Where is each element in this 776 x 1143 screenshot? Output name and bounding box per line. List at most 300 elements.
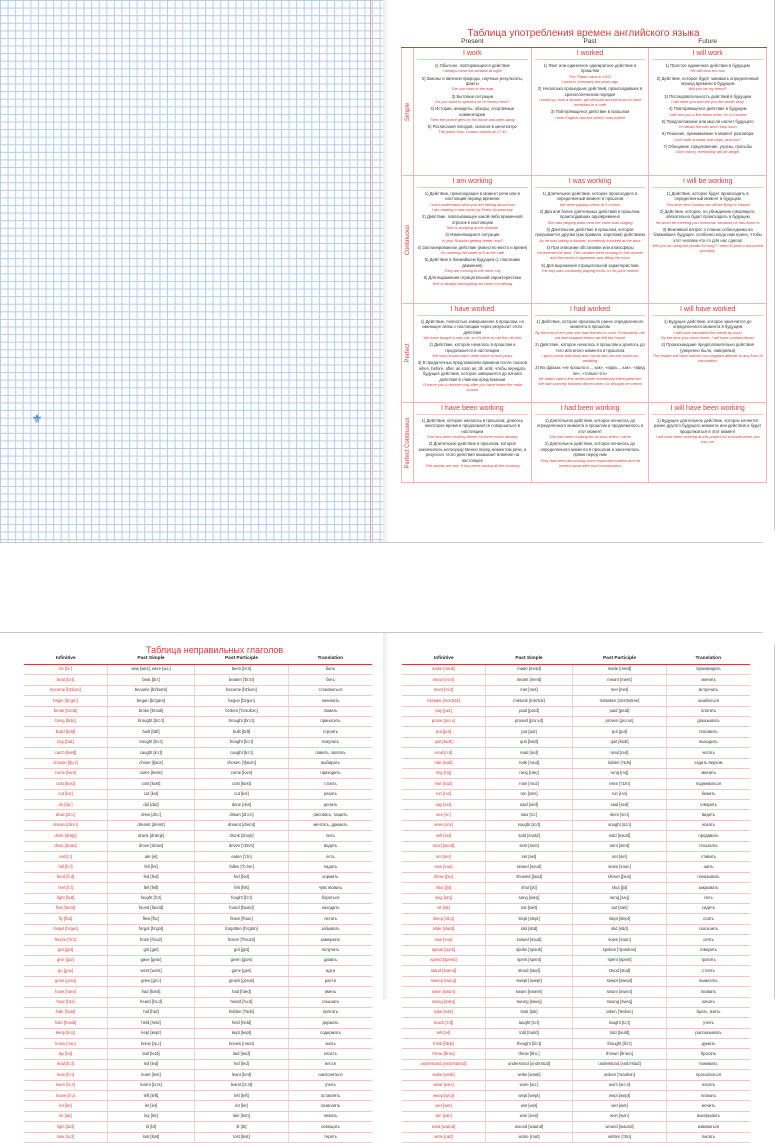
translation-cell: выходить — [666, 737, 750, 747]
verb-row — [24, 893, 372, 903]
infinitive-cell: hear [hɪə] — [24, 997, 108, 1007]
usage-example: Is your Russian getting better now? — [441, 237, 503, 243]
infinitive-cell: light [laɪt] — [24, 1122, 108, 1132]
past-participle-cell: thought [θɔ:t] — [573, 1039, 667, 1049]
header-infinitive: Infinitive — [402, 653, 486, 665]
infinitive-cell: bring [brɪŋ] — [24, 716, 108, 726]
usage-rule: 1) Обычное, повторяющееся действие — [434, 63, 510, 68]
infinitive-cell: lie [laɪ] — [24, 1111, 108, 1121]
verb-row — [402, 1059, 750, 1069]
past-simple-cell: led [led] — [108, 1059, 195, 1069]
infinitive-cell: begin [bɪ'gɪn] — [24, 696, 108, 706]
past-participle-cell: rung [rʌŋ] — [573, 768, 667, 778]
verb-row — [24, 966, 372, 976]
usage-example: I will visit you a few times when I'm in London — [668, 111, 747, 117]
translation-cell: кормить — [288, 872, 372, 882]
infinitive-cell: give [gɪv] — [24, 955, 108, 965]
infinitive-cell: wear [weə] — [402, 1080, 486, 1090]
past-simple-cell: swung [swʌŋ] — [486, 997, 573, 1007]
translation-cell: приносить — [288, 716, 372, 726]
infinitive-cell: learn [lɜ:n] — [24, 1080, 108, 1090]
verb-row — [24, 665, 372, 675]
verb-row — [402, 966, 750, 976]
verbs-page-right — [392, 633, 774, 1140]
verb-row — [24, 1018, 372, 1028]
tense-formula: I will work — [652, 50, 763, 60]
tense-formula: I will have been working — [652, 405, 763, 415]
past-participle-cell: beaten ['bi:tn] — [195, 675, 289, 685]
infinitive-cell: speak [spi:k] — [402, 945, 486, 955]
usage-example: We have known each other since school years — [432, 353, 513, 359]
verb-row — [24, 903, 372, 913]
past-simple-cell: let [let] — [108, 1101, 195, 1111]
past-participle-cell: sought [sɔ:t] — [573, 820, 667, 830]
tense-row-perfect-continuous — [402, 403, 767, 483]
row-label — [402, 403, 414, 483]
usage-rule: 1) Будущее длительное действие, которое начнется ранее другого будущего момента или действия и будет продолжаться в этот момент — [653, 418, 762, 434]
spine-gutter — [383, 0, 389, 542]
past-participle-cell: done [dʌn] — [195, 800, 289, 810]
verb-row — [402, 696, 750, 706]
past-participle-cell: worn [wɔ:n] — [573, 1080, 667, 1090]
tense-formula: I work — [417, 50, 528, 60]
usage-example: Do you want to spend a lot of money here? — [435, 98, 510, 104]
past-participle-cell: held [held] — [195, 1018, 289, 1028]
tense-formula: I worked — [535, 50, 646, 60]
translation-cell: наклоняться — [288, 1070, 372, 1080]
usage-example: I'm meeting the sister at 5 at the café — [440, 250, 505, 256]
past-participle-cell: mistaken [mɪs'teɪkən] — [573, 696, 667, 706]
verbs-table-left — [24, 653, 372, 1143]
past-participle-cell: found [faʊnd] — [195, 903, 289, 913]
past-participle-cell: sold [səʊld] — [573, 831, 667, 841]
past-participle-cell: fed [fed] — [195, 872, 289, 882]
verb-row — [24, 945, 372, 955]
past-participle-cell: heard [hɜ:d] — [195, 997, 289, 1007]
past-simple-cell: kept [kept] — [108, 1028, 195, 1038]
past-participle-cell: let [let] — [195, 1101, 289, 1111]
past-participle-cell: laid [leɪd] — [195, 1049, 289, 1059]
infinitive-cell: ride [raɪd] — [402, 758, 486, 768]
translation-cell: качать — [666, 997, 750, 1007]
past-simple-cell: learnt [lɜ:nt] — [108, 1080, 195, 1090]
past-participle-cell: driven ['drɪvn] — [195, 841, 289, 851]
verb-row — [402, 852, 750, 862]
verb-row — [24, 976, 372, 986]
infinitive-cell: grow [grəʊ] — [24, 976, 108, 986]
tense-cell — [649, 48, 767, 176]
infinitive-cell: fight [faɪt] — [24, 893, 108, 903]
translation-cell: бросать — [666, 1049, 750, 1059]
infinitive-cell: fly [flaɪ] — [24, 914, 108, 924]
tense-cell — [531, 304, 649, 403]
translation-cell: выигрывать — [666, 1111, 750, 1121]
usage-rule: 2) Действие, которое началось в прошлом и длилось до того или иного момента в прошлом — [535, 342, 645, 353]
translation-cell: лежать — [288, 1111, 372, 1121]
tense-cell — [649, 403, 767, 483]
tense-cell — [649, 304, 767, 403]
translation-cell: ездить верхом — [666, 758, 750, 768]
translation-cell: пить — [288, 831, 372, 841]
translation-cell: плавать — [666, 987, 750, 997]
translation-cell: водить — [288, 841, 372, 851]
header-past-participle: Past Participle — [573, 653, 667, 665]
past-simple-cell: rose [rəʊz] — [486, 779, 573, 789]
past-simple-cell: sold [səʊld] — [486, 831, 573, 841]
past-participle-cell: swept [swept] — [573, 976, 667, 986]
translation-cell: бежать — [666, 789, 750, 799]
past-simple-cell: left [left] — [108, 1091, 195, 1101]
translation-cell: содержать — [288, 1028, 372, 1038]
usage-example: This time next Sunday we will be flying to Hawaii — [665, 201, 750, 207]
past-simple-cell: gave [geɪv] — [108, 955, 195, 965]
verb-row — [24, 924, 372, 934]
past-participle-cell: run [rʌn] — [573, 789, 667, 799]
past-simple-cell: drank [dræŋk] — [108, 831, 195, 841]
past-simple-cell: flew [flu:] — [108, 914, 195, 924]
usage-example: Don't worry, everything will be alright — [676, 149, 740, 155]
past-simple-cell: wrote [rəʊt] — [486, 1132, 573, 1142]
verb-row — [24, 997, 372, 1007]
tense-formula: I was working — [535, 178, 646, 188]
past-simple-cell: wept [wept] — [486, 1091, 573, 1101]
past-participle-cell: gone [gɒn] — [195, 966, 289, 976]
translation-cell: покупать — [288, 737, 372, 747]
past-participle-cell: had [hæd] — [195, 987, 289, 997]
tense-formula: I will have worked — [652, 306, 763, 316]
infinitive-cell: send [send] — [402, 841, 486, 851]
tense-cell — [649, 176, 767, 304]
past-participle-cell: begun [bɪ'gʌn] — [195, 696, 289, 706]
translation-cell: приходить — [288, 768, 372, 778]
usage-example: By the end of the year she had learned to cook. Fortunately, the cat had stopped before we left the house — [535, 329, 645, 340]
past-simple-cell: built [bɪlt] — [108, 727, 195, 737]
past-simple-cell: drew [dru:] — [108, 810, 195, 820]
row-label — [402, 48, 414, 176]
past-participle-cell: sown [səʊn] — [573, 935, 667, 945]
translation-cell: значить — [666, 675, 750, 685]
usage-rule: 5) Для выражения отрицательной характеристики — [541, 262, 639, 268]
infinitive-cell: draw [drɔ:] — [24, 810, 108, 820]
usage-rule: 1) Простое единичное действие в будущем — [665, 63, 750, 68]
translation-cell: учить — [666, 1018, 750, 1028]
tense-row-perfect — [402, 304, 767, 403]
past-participle-cell: drawn [drɔ:n] — [195, 810, 289, 820]
infinitive-cell: lean [li:n] — [24, 1070, 108, 1080]
irregular-verbs-spread — [0, 632, 775, 1140]
translation-cell: знать — [288, 1039, 372, 1049]
usage-rule: 2) Длительное действие, которое началось до определенного момента в прошлом и закончилось прямо перед ним — [540, 441, 640, 458]
translation-cell: давать — [288, 955, 372, 965]
past-participle-cell: hidden ['hɪdn] — [195, 1007, 289, 1017]
past-simple-cell: showed [ʃəʊd] — [486, 872, 573, 882]
verb-row — [402, 924, 750, 934]
translation-cell: думать — [666, 1039, 750, 1049]
past-participle-cell: read [red] — [573, 748, 667, 758]
past-participle-cell: lit [lɪt] — [195, 1122, 289, 1132]
past-simple-cell: lit [lɪt] — [108, 1122, 195, 1132]
infinitive-cell: break [breɪk] — [24, 706, 108, 716]
past-participle-cell: become [bɪ'kʌm] — [195, 685, 289, 695]
past-participle-cell: fought [fɔ:t] — [195, 893, 289, 903]
past-participle-cell: been [bi:n] — [195, 665, 289, 675]
past-participle-cell: sewn [səʊn] — [573, 862, 667, 872]
tenses-page — [393, 0, 774, 542]
past-simple-cell: understood [ʌndə'stʊd] — [486, 1059, 573, 1069]
past-participle-cell: taught [tɔ:t] — [573, 1018, 667, 1028]
verb-row — [402, 1111, 750, 1121]
usage-rule: 1) Длительное действие, которое происходило в определенный момент в прошлом — [542, 191, 638, 202]
brand-logo-icon: ⚜ — [31, 412, 43, 426]
past-simple-cell: wore [wɔ:] — [486, 1080, 573, 1090]
infinitive-cell: sew [səʊ] — [402, 862, 486, 872]
translation-cell: плакать — [666, 1091, 750, 1101]
past-participle-cell: spent [spent] — [573, 955, 667, 965]
past-simple-cell: became [bɪ'keɪm] — [108, 685, 195, 695]
translation-cell: ошибаться — [666, 696, 750, 706]
infinitive-cell: fall [fɔ:l] — [24, 862, 108, 872]
translation-cell: держать — [288, 1018, 372, 1028]
usage-example: She is always interrupting me when I'm talking — [432, 280, 513, 286]
usage-example: The plane from London arrives at 17:40 — [438, 129, 507, 135]
infinitive-cell: slide [slaɪd] — [402, 924, 486, 934]
usage-example: I got to know that Mary and Jacob had not met since our wedding — [541, 352, 639, 364]
past-participle-cell: swum [swʌm] — [573, 987, 667, 997]
usage-example: He entered the door. The candles were burning in the corners and the smell of cigarettes was filling the room — [536, 250, 643, 261]
verb-row — [24, 1080, 372, 1090]
past-participle-cell: understood [ʌndə'stʊd] — [573, 1059, 667, 1069]
infinitive-cell: forget [fə'get] — [24, 924, 108, 934]
usage-rule: 1) Будущее действие, которое закончится до определенного момента в будущем — [663, 319, 752, 330]
infinitive-cell: spend [spend] — [402, 955, 486, 965]
infinitive-cell: shut [ʃʌt] — [402, 883, 486, 893]
translation-cell: расти — [288, 976, 372, 986]
verb-row — [402, 706, 750, 716]
usage-example: I'm afraid the rain won't stop soon — [678, 124, 737, 130]
infinitive-cell: swim [swɪm] — [402, 987, 486, 997]
infinitive-cell: have [hæv] — [24, 987, 108, 997]
verb-row — [402, 914, 750, 924]
translation-cell: идти — [288, 966, 372, 976]
tense-formula: I will be working — [652, 178, 763, 188]
translation-cell: освещать — [288, 1122, 372, 1132]
past-simple-cell: froze [frəʊz] — [108, 935, 195, 945]
past-simple-cell: held [held] — [108, 1018, 195, 1028]
past-participle-cell: thrown [θrəʊn] — [573, 1049, 667, 1059]
past-participle-cell: led [led] — [195, 1059, 289, 1069]
infinitive-cell: tell [tel] — [402, 1028, 486, 1038]
usage-rule: 3) Вежливый вопрос о планах собеседника на ближайшее будущее, особенно когда нам нужно, чтобы этот человек что-то для нас сделал — [653, 226, 762, 243]
usage-rule: 2) Несколько прошедших действий, происходивших в хронологическом порядке — [537, 86, 643, 97]
verb-row — [402, 883, 750, 893]
past-simple-cell: drove [drəʊv] — [108, 841, 195, 851]
infinitive-cell: go [gəʊ] — [24, 966, 108, 976]
past-simple-cell: sent [sent] — [486, 841, 573, 851]
header-translation: Translation — [666, 653, 750, 665]
past-participle-cell: wet [wet] — [573, 1101, 667, 1111]
verb-row — [24, 841, 372, 851]
past-participle-cell: met [met] — [573, 685, 667, 695]
verb-row — [402, 758, 750, 768]
column-header-past: Past — [531, 35, 649, 48]
infinitive-cell: feed [fi:d] — [24, 872, 108, 882]
usage-example: He will miss the bus — [690, 68, 725, 74]
translation-cell: рассказывать — [666, 1028, 750, 1038]
verb-row — [402, 1070, 750, 1080]
verb-row — [24, 737, 372, 747]
column-header-future: Future — [649, 35, 767, 48]
past-simple-cell: stood [stʊd] — [486, 966, 573, 976]
infinitive-cell: beat [bi:t] — [24, 675, 108, 685]
usage-example: I will have translated the article by noon — [673, 329, 742, 335]
usage-example: Will you be my friend? — [688, 86, 727, 92]
usage-example: I will order a steak and chips, and you? — [674, 136, 742, 142]
past-participle-cell: bought [bɔ:t] — [195, 737, 289, 747]
infinitive-cell: feel [fi:l] — [24, 883, 108, 893]
usage-rule: 7) Обещание, предложение, угрозы, просьбы — [663, 143, 752, 149]
row-label-text: Perfect — [404, 343, 411, 363]
row-label-text: Simple — [404, 102, 411, 121]
tenses-spread — [0, 0, 775, 543]
translation-cell: говорить — [666, 800, 750, 810]
verb-row — [24, 1039, 372, 1049]
verb-row — [402, 862, 750, 872]
verb-row — [402, 665, 750, 675]
tense-formula: I had worked — [535, 306, 646, 316]
past-participle-cell: spoken ['spəʊkən] — [573, 945, 667, 955]
verb-row — [402, 716, 750, 726]
translation-cell: продавать — [666, 831, 750, 841]
verb-row — [402, 748, 750, 758]
verbs-page-title: Таблица неправильных глаголов — [146, 645, 284, 655]
past-simple-cell: got [gɒt] — [108, 945, 195, 955]
translation-cell: делать — [288, 800, 372, 810]
verb-row — [24, 1070, 372, 1080]
verb-row — [402, 1018, 750, 1028]
verb-row — [402, 768, 750, 778]
past-simple-cell: fell [fel] — [108, 862, 195, 872]
infinitive-cell: sit [sɪt] — [402, 903, 486, 913]
tense-formula: I have been working — [417, 405, 528, 415]
verb-row — [402, 955, 750, 965]
infinitive-cell: hide [haɪd] — [24, 1007, 108, 1017]
usage-rule: 1) Действие, которое будет происходить в определенный момент в будущем — [666, 191, 749, 202]
past-simple-cell: slid [slɪd] — [486, 924, 573, 934]
infinitive-cell: understand [ʌndə'stænd] — [402, 1059, 486, 1069]
translation-cell: платить — [666, 706, 750, 716]
past-participle-cell: put [pʊt] — [573, 727, 667, 737]
past-simple-cell: grew [gru:] — [108, 976, 195, 986]
usage-rule: 2) Действие, которое началось в прошлом и продолжается в настоящем — [429, 342, 516, 353]
past-participle-cell: fallen ['fɔ:lən] — [195, 862, 289, 872]
past-simple-cell: threw [θru:] — [486, 1049, 573, 1059]
past-participle-cell: paid [peɪd] — [573, 706, 667, 716]
verbs-page-left — [0, 633, 383, 1140]
verb-row — [402, 1049, 750, 1059]
usage-example: They had been discussing some important matters and he looked upset after that conversation — [539, 457, 641, 468]
usage-example: He won't be meeting you tomorrow, because he has flown to — [655, 219, 760, 225]
verb-row — [24, 1091, 372, 1101]
past-simple-cell: beat [bi:t] — [108, 675, 195, 685]
past-simple-cell: swam [swæm] — [486, 987, 573, 997]
past-participle-cell: sat [sæt] — [573, 903, 667, 913]
usage-example: I woke up, took a shower, got dressed and went out to have breakfast in a café — [538, 96, 642, 108]
translation-cell: искать — [666, 820, 750, 830]
verb-row — [402, 1101, 750, 1111]
tense-formula: I am working — [417, 178, 528, 188]
translation-cell: забывать — [288, 924, 372, 934]
verb-row — [24, 800, 372, 810]
past-simple-cell: cost [kɒst] — [108, 779, 195, 789]
translation-cell: строить — [288, 727, 372, 737]
verb-row — [402, 1091, 750, 1101]
infinitive-cell: cut [kʌt] — [24, 789, 108, 799]
verb-row — [24, 716, 372, 726]
usage-example: The boy was constantly playing tricks on his poor mother — [541, 268, 639, 274]
infinitive-cell: think [θɪŋk] — [402, 1039, 486, 1049]
usage-rule: 2) Длительное действие в прошлом, которое закончилось непосредственно перед моментом речи, а результат этого действия оказывает влияние на настоящее — [418, 441, 527, 463]
tense-cell — [414, 304, 532, 403]
translation-cell: замерзать — [288, 935, 372, 945]
infinitive-cell: wake [weɪk] — [402, 1070, 486, 1080]
usage-example: I always close the window at night — [443, 68, 502, 74]
past-participle-cell: got [gɒt] — [195, 945, 289, 955]
usage-rule: 2) Два или более длительных действий в прошлом, происходивших одновременно — [539, 208, 641, 220]
infinitive-cell: find [faɪnd] — [24, 903, 108, 913]
past-participle-cell: lost [lɒst] — [195, 1132, 289, 1142]
usage-rule: 2) Действие, охватывающее какой-либо временной отрезок в настоящем — [422, 214, 523, 225]
verb-row — [402, 820, 750, 830]
translation-cell: выбирать — [288, 758, 372, 768]
past-simple-cell: ran [ræn] — [486, 789, 573, 799]
translation-cell: чувствовать — [288, 883, 372, 893]
infinitive-cell: quit [kwɪt] — [402, 737, 486, 747]
past-participle-cell: cut [kʌt] — [195, 789, 289, 799]
past-participle-cell: caught [kɔ:t] — [195, 748, 289, 758]
verbs-header-row — [402, 653, 750, 665]
translation-cell: бороться — [288, 893, 372, 903]
grid-notebook-page — [0, 0, 383, 542]
usage-example: She has been cooking dinner for three hours already — [427, 434, 518, 440]
past-simple-cell: read [red] — [486, 748, 573, 758]
past-simple-cell: put [pʊt] — [486, 727, 573, 737]
past-simple-cell: swept [swept] — [486, 976, 573, 986]
infinitive-cell: take [teɪk] — [402, 1007, 486, 1017]
past-participle-cell: chosen ['tʃəʊzn] — [195, 758, 289, 768]
past-simple-cell: paid [peɪd] — [486, 706, 573, 716]
past-simple-cell: sat [sæt] — [486, 903, 573, 913]
verb-row — [24, 883, 372, 893]
past-participle-cell: cost [kɒst] — [195, 779, 289, 789]
infinitive-cell: weep [wi:p] — [402, 1091, 486, 1101]
translation-cell: понимать — [666, 1059, 750, 1069]
verb-row — [24, 810, 372, 820]
verb-row — [402, 675, 750, 685]
tenses-page-title: Таблица употребления времен английского языка — [467, 28, 700, 39]
past-simple-cell: heard [hɜ:d] — [108, 997, 195, 1007]
usage-rule: 5) Расписания поездов, сеансов в кинотеатре — [427, 124, 517, 130]
past-participle-cell: shut [ʃʌt] — [573, 883, 667, 893]
past-participle-cell: swung [swʌŋ] — [573, 997, 667, 1007]
usage-example: We had scarcely finished dinner when Liz brought ice cream — [538, 381, 642, 387]
header-past-participle: Past Participle — [195, 653, 289, 665]
infinitive-cell: teach [ti:tʃ] — [402, 1018, 486, 1028]
past-simple-cell: lost [lɒst] — [108, 1132, 195, 1142]
infinitive-cell: catch [kætʃ] — [24, 748, 108, 758]
tense-formula: I have worked — [417, 306, 528, 316]
infinitive-cell: put [pʊt] — [402, 727, 486, 737]
usage-rule: 1) Действие, полностью завершенное в прошлом, но имеющее связь с настоящим через результат этого действия — [420, 319, 524, 335]
